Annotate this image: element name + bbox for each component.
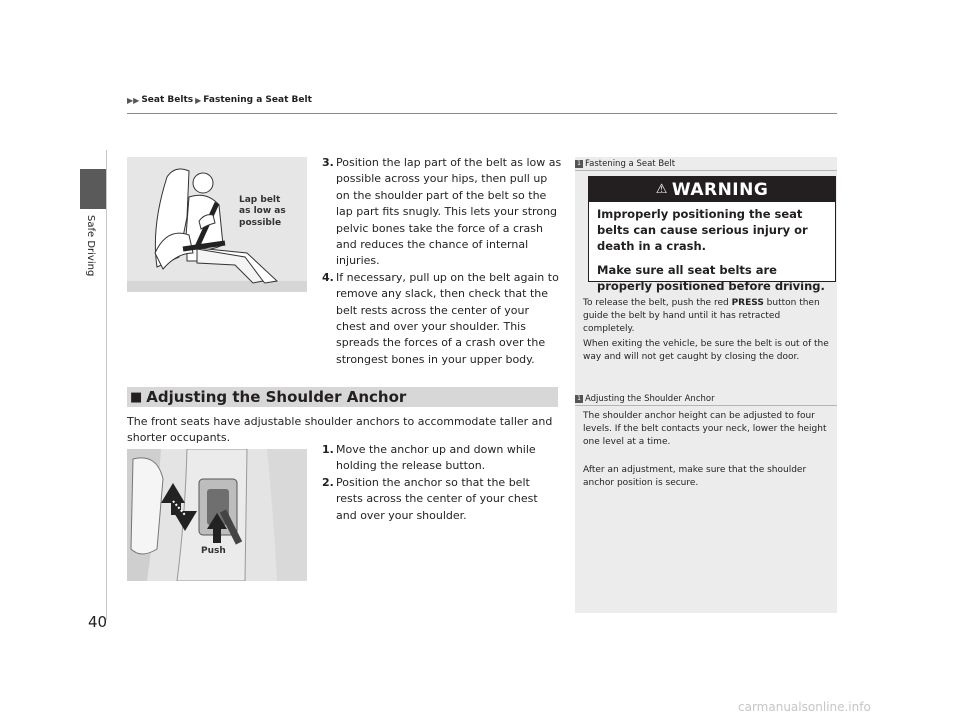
warning-box: [588, 176, 836, 293]
section-intro: The front seats have adjustable shoulder anchors to accommodate taller and shorter occupants.: [127, 415, 553, 445]
note-text: After an adjustment, make sure that the shoulder anchor position is secure.: [583, 465, 807, 488]
figure-callout: Lap belt as low as possible: [239, 195, 286, 228]
note-text: When exiting the vehicle, be sure the belt is out of the way and will not get caught by closing the door.: [583, 339, 829, 362]
header-rule: [127, 113, 837, 114]
note-text: The shoulder anchor height can be adjusted to four levels. If the belt contacts your neck, lower the height one level at a time.: [583, 411, 827, 447]
note-rule: [575, 405, 837, 406]
note-title: 1 Fastening a Seat Belt: [575, 159, 675, 169]
reference-marker-icon: 1: [575, 395, 583, 403]
warning-heading: ⚠ WARNING: [589, 177, 835, 202]
warning-text: Improperly positioning the seat belts can cause serious injury or death in a crash. Make sure all seat belts are properly positioned before driving.: [597, 207, 825, 293]
note-rule: [575, 170, 837, 171]
section-tab: [80, 169, 107, 209]
note-text: To release the belt, push the red PRESS button then guide the belt by hand until it has retracted completely.: [583, 298, 820, 334]
reference-marker-icon: 1: [575, 160, 583, 168]
figure-callout: Push: [201, 546, 226, 556]
step-item: 1. Move the anchor up and down while holding the release button.: [322, 443, 536, 473]
shoulder-anchor-drawing: [127, 449, 307, 581]
breadcrumb-arrow-icon: ▶: [195, 95, 202, 105]
instruction-steps: [322, 442, 558, 524]
breadcrumb-item[interactable]: Fastening a Seat Belt: [203, 95, 312, 105]
shoulder-anchor-illustration: [127, 449, 307, 581]
square-bullet-icon: ■: [130, 389, 143, 405]
seat-belt-illustration: [127, 157, 307, 292]
step-item: 4. If necessary, pull up on the belt again to remove any slack, then check that the belt rests across the center of your chest and over your shoulder. This spreads the forces of a crash over the strongest bones in your upper body.: [322, 270, 559, 366]
side-divider: [106, 150, 107, 620]
note-title: 1 Adjusting the Shoulder Anchor: [575, 394, 715, 404]
breadcrumb-item[interactable]: Seat Belts: [141, 95, 194, 105]
breadcrumb-arrow-icon: ▶▶: [127, 95, 140, 105]
step-item: 2. Position the anchor so that the belt rests across the center of your chest and over your shoulder.: [322, 475, 538, 522]
warning-triangle-icon: ⚠: [655, 182, 668, 197]
page-number: 40: [88, 613, 108, 631]
instruction-steps: [322, 155, 562, 368]
chapter-label: Safe Driving: [85, 215, 96, 277]
section-heading: ■ Adjusting the Shoulder Anchor: [127, 387, 558, 407]
watermark: carmanualsonline.info: [738, 700, 871, 714]
breadcrumb: [127, 95, 312, 105]
step-item: 3. Position the lap part of the belt as low as possible across your hips, then pull up on the shoulder part of the belt so the lap part fits snugly. This lets your strong pelvic bones take the force of a crash and reduces the chance of internal injuries.: [322, 156, 562, 268]
